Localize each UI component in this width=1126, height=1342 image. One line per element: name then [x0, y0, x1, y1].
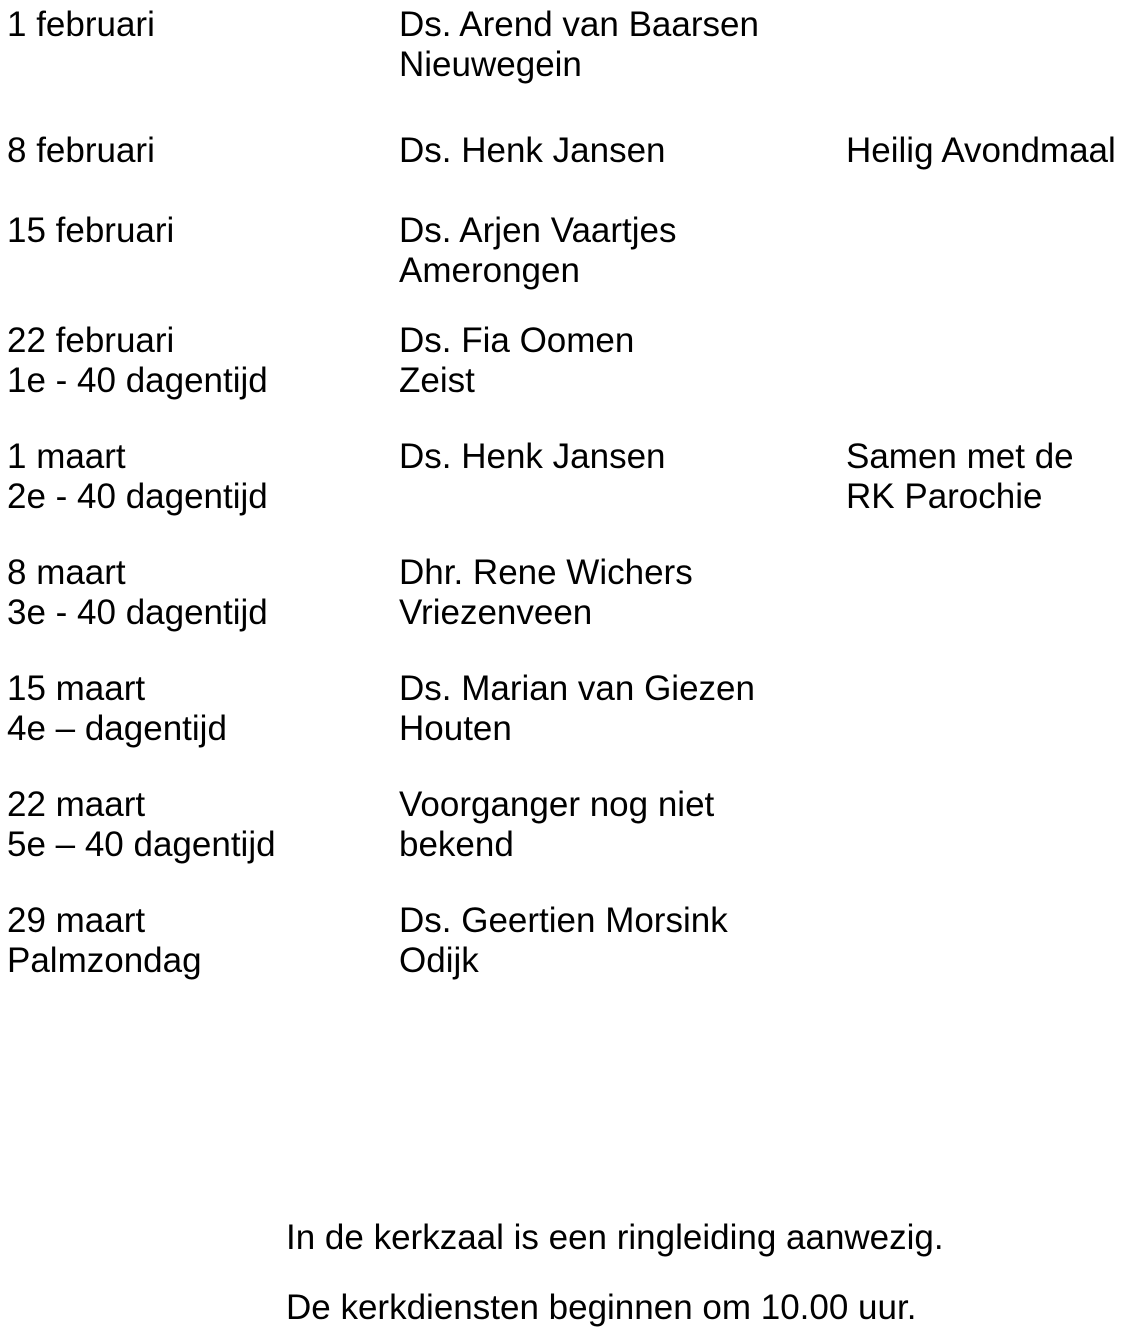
start-time-note: De kerkdiensten beginnen om 10.00 uur.: [286, 1288, 917, 1327]
entry-date-column: [7, 553, 268, 633]
minister-line: Ds. Geertien Morsink: [399, 901, 728, 940]
minister-line: Ds. Arend van Baarsen: [399, 5, 759, 44]
entry-minister-column: [399, 553, 693, 633]
entry-minister-column: [399, 785, 714, 865]
note-line: Heilig Avondmaal: [846, 131, 1116, 170]
entry-minister-column: [399, 901, 728, 981]
entry-date-column: [7, 321, 268, 401]
ringleiding-note: In de kerkzaal is een ringleiding aanwezig.: [286, 1218, 944, 1257]
entry-note-column: [846, 131, 1116, 171]
date-line: 22 februari: [7, 321, 175, 360]
entry-minister-column: [399, 131, 666, 171]
date-line: 22 maart: [7, 785, 146, 824]
entry-date-column: [7, 901, 202, 981]
entry-minister-column: [399, 5, 759, 85]
date-season-line: 5e – 40 dagentijd: [7, 825, 276, 864]
entry-date-column: [7, 785, 276, 865]
entry-minister-column: [399, 669, 755, 749]
date-season-line: 2e - 40 dagentijd: [7, 477, 268, 516]
minister-line: Ds. Arjen Vaartjes: [399, 211, 677, 250]
entry-minister-column: [399, 321, 634, 401]
minister-place-line: bekend: [399, 825, 514, 864]
minister-place-line: Odijk: [399, 941, 479, 980]
date-line: 1 februari: [7, 5, 155, 44]
minister-line: Ds. Marian van Giezen: [399, 669, 755, 708]
minister-place-line: Amerongen: [399, 251, 580, 290]
entry-minister-column: [399, 211, 677, 291]
minister-line: Ds. Henk Jansen: [399, 437, 666, 476]
entry-date-column: [7, 211, 174, 251]
entry-minister-column: [399, 437, 666, 477]
minister-place-line: Nieuwegein: [399, 45, 582, 84]
date-season-line: 1e - 40 dagentijd: [7, 361, 268, 400]
entry-note-column: [846, 437, 1074, 517]
date-season-line: Palmzondag: [7, 941, 202, 980]
minister-line: Voorganger nog niet: [399, 785, 715, 824]
date-line: 8 februari: [7, 131, 155, 170]
minister-place-line: Zeist: [399, 361, 475, 400]
minister-line: Ds. Fia Oomen: [399, 321, 635, 360]
date-line: 29 maart: [7, 901, 146, 940]
entry-date-column: [7, 437, 268, 517]
note-line: Samen met de: [846, 437, 1074, 476]
minister-place-line: Houten: [399, 709, 512, 748]
entry-date-column: [7, 669, 227, 749]
date-line: 1 maart: [7, 437, 126, 476]
date-line: 8 maart: [7, 553, 126, 592]
date-line: 15 februari: [7, 211, 175, 250]
minister-line: Ds. Henk Jansen: [399, 131, 666, 170]
date-season-line: 3e - 40 dagentijd: [7, 593, 268, 632]
note-line: RK Parochie: [846, 477, 1043, 516]
date-line: 15 maart: [7, 669, 146, 708]
minister-place-line: Vriezenveen: [399, 593, 593, 632]
entry-date-column: [7, 5, 155, 45]
entry-date-column: [7, 131, 155, 171]
date-season-line: 4e – dagentijd: [7, 709, 227, 748]
minister-line: Dhr. Rene Wichers: [399, 553, 693, 592]
